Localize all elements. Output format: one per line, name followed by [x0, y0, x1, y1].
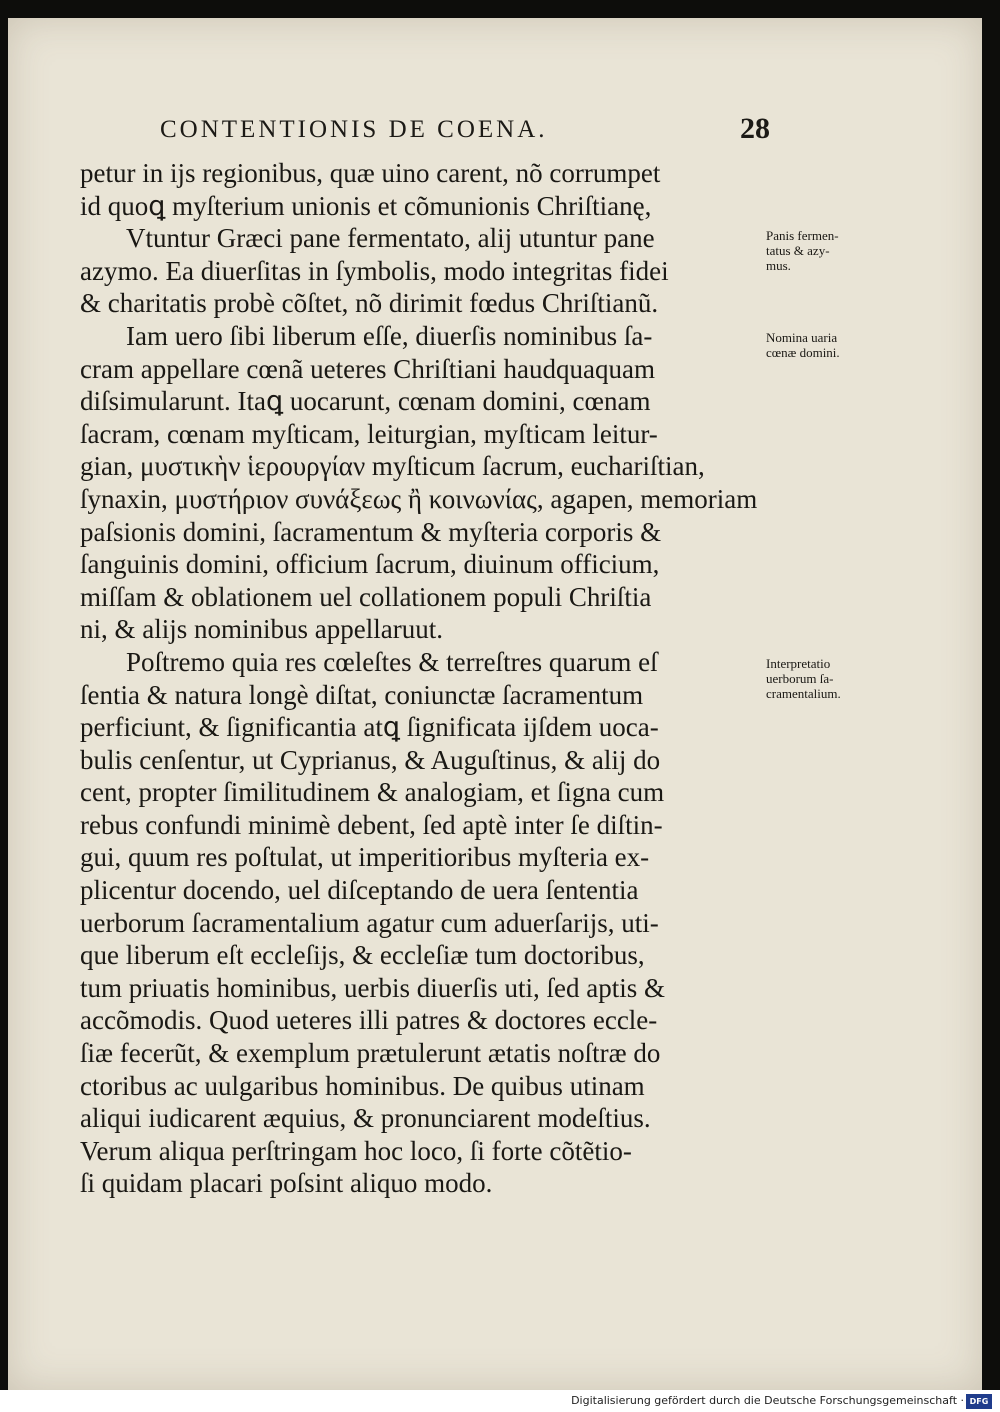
text-line: ctoribus ac uulgaribus hominibus. De quibus utinam	[80, 1070, 645, 1101]
marginal-note-line: mus.	[766, 258, 791, 273]
marginal-note-line: Interpretatio	[766, 656, 831, 671]
running-head	[160, 112, 770, 152]
marginal-note-line: cramentalium.	[766, 686, 841, 701]
dfg-logo-icon: DFG	[966, 1394, 992, 1409]
text-line: cent, propter ſimilitudinem & analogiam, et ſigna cum	[80, 777, 665, 808]
running-title: CONTENTIONIS DE COENA.	[160, 116, 548, 143]
text-line: perficiunt, & ſignificantia atꝗ ſignificata ijſdem uoca-	[80, 712, 659, 743]
text-line: id quoꝗ myſterium unionis et cõmunionis Chriſtianę,	[80, 190, 652, 221]
text-line: azymo. Ea diuerſitas in ſymbolis, modo integritas fidei	[80, 255, 669, 286]
text-line: bulis cenſentur, ut Cyprianus, & Auguſtinus, & alij do	[80, 744, 661, 775]
text-line: ſanguinis domini, officium ſacrum, diuinum officium,	[80, 549, 660, 580]
text-line: petur in ijs regionibus, quæ uino carent, nõ corrumpet	[80, 158, 661, 188]
text-line: ſacram, cœnam myſticam, leiturgian, myſticam leitur-	[80, 418, 658, 449]
text-line: Iam uero ſibi liberum eſſe, diuerſis nominibus ſa-	[126, 320, 653, 351]
marginal-note	[766, 228, 886, 273]
marginal-note-line: uerborum ſa-	[766, 671, 834, 686]
footer-bar	[0, 1390, 1000, 1412]
text-line: Vtuntur Græci pane fermentato, alij utuntur pane	[126, 223, 655, 254]
text-line: ni, & alijs nominibus appellaruut.	[80, 614, 443, 645]
text-line: cram appellare cœnã ueteres Chriſtiani haudquaquam	[80, 353, 656, 384]
marginal-note-line: tatus & azy-	[766, 243, 830, 258]
text-line: Poſtremo quia res cœleſtes & terreſtres quarum eſ	[126, 646, 658, 677]
text-line: ſynaxin, μυστήριον συνάξεως ἢ κοινωνίας, agapen, memoriam	[80, 483, 758, 514]
text-line: gui, quum res poſtulat, ut imperitioribus myſteria ex-	[80, 842, 650, 873]
body-text	[80, 157, 770, 1200]
text-line: diſsimularunt. Itaꝗ uocarunt, cœnam domini, cœnam	[80, 386, 651, 417]
text-line: Verum aliqua perſtringam hoc loco, ſi forte cõtẽtio-	[80, 1135, 632, 1166]
text-line: & charitatis probè cõſtet, nõ dirimit fœdus Chriſtianũ.	[80, 288, 659, 319]
text-line: tum priuatis hominibus, uerbis diuerſis uti, ſed aptis &	[80, 972, 665, 1003]
text-line: gian, μυστικὴν ἱερουργίαν myſticum ſacrum, euchariſtian,	[80, 451, 705, 482]
text-line: que liberum eſt eccleſijs, & eccleſiæ tum doctoribus,	[80, 940, 645, 971]
text-line: accõmodis. Quod ueteres illi patres & doctores eccle-	[80, 1005, 658, 1036]
text-line: paſsionis domini, ſacramentum & myſteria corporis &	[80, 516, 662, 547]
text-line: ſi quidam placari poſsint aliquo modo.	[80, 1168, 493, 1199]
text-line: rebus confundi minimè debent, ſed aptè inter ſe diſtin-	[80, 809, 663, 840]
marginal-note-line: cœnæ domini.	[766, 345, 840, 360]
marginal-note-line: Nomina uaria	[766, 330, 838, 345]
text-line: ſiæ fecerũt, & exemplum prætulerunt ætatis noſtræ do	[80, 1038, 661, 1069]
text-line: uerborum ſacramentalium agatur cum aduerſarijs, uti-	[80, 907, 659, 938]
text-line: miſſam & oblationem uel collationem populi Chriſtia	[80, 581, 652, 612]
text-line: plicentur docendo, uel diſceptando de uera ſententia	[80, 875, 639, 906]
marginal-note	[766, 330, 886, 360]
text-line: aliqui iudicarent æquius, & pronunciarent modeſtius.	[80, 1103, 651, 1134]
marginal-note	[766, 656, 886, 701]
text-line: ſentia & natura longè diſtat, coniunctæ ſacramentum	[80, 679, 644, 710]
marginal-note-line: Panis fermen-	[766, 228, 839, 243]
funding-credit: Digitalisierung gefördert durch die Deutsche Forschungsgemeinschaft ·	[571, 1394, 964, 1407]
page-number: 28	[740, 112, 770, 145]
